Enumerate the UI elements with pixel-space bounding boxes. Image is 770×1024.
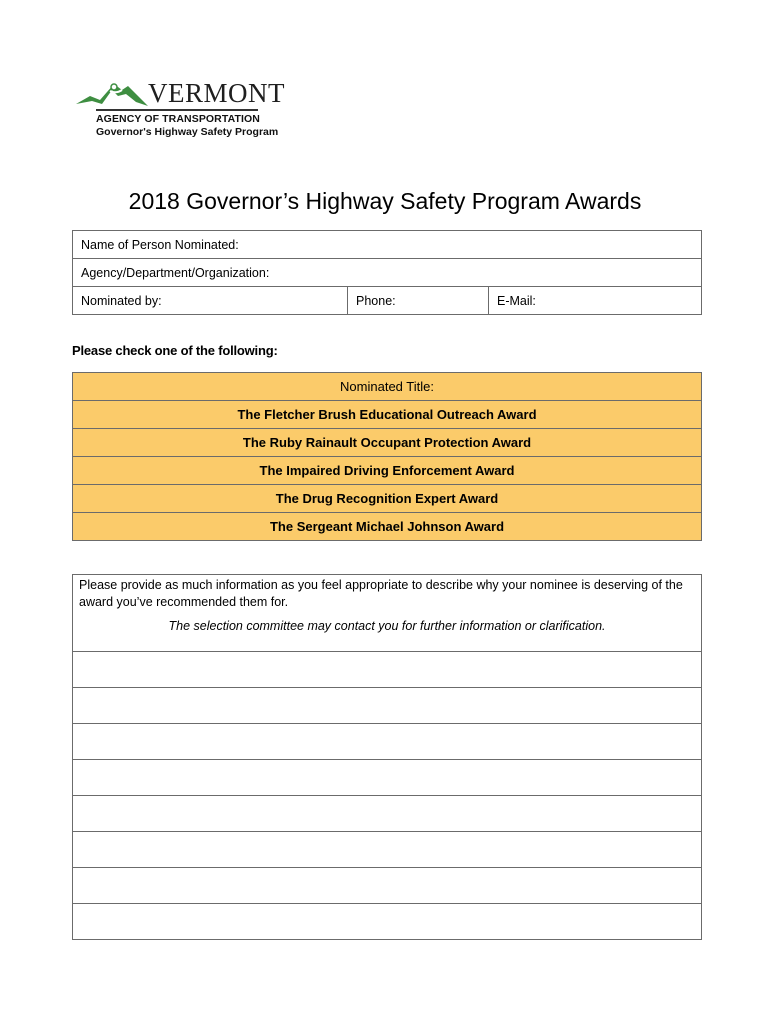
agency-row bbox=[73, 259, 702, 287]
agency-logo bbox=[76, 76, 285, 142]
email-field[interactable] bbox=[489, 287, 702, 315]
answer-line[interactable] bbox=[73, 724, 702, 760]
answer-line[interactable] bbox=[73, 832, 702, 868]
nominee-label: Name of Person Nominated: bbox=[81, 237, 239, 252]
nominated-by-label: Nominated by: bbox=[81, 293, 162, 308]
award-option[interactable]: The Ruby Rainault Occupant Protection Award bbox=[73, 429, 702, 457]
email-label: E-Mail: bbox=[497, 293, 536, 308]
details-instructions-cell bbox=[73, 575, 702, 652]
award-option[interactable]: The Fletcher Brush Educational Outreach Award bbox=[73, 401, 702, 429]
nomination-details-table bbox=[72, 574, 702, 940]
agency-field[interactable] bbox=[73, 259, 702, 287]
page-title: 2018 Governor’s Highway Safety Program Awards bbox=[128, 188, 642, 214]
mountain-icon bbox=[76, 76, 148, 110]
answer-line[interactable] bbox=[73, 652, 702, 688]
nominee-info-table bbox=[72, 230, 702, 315]
awards-header: Nominated Title: bbox=[73, 373, 702, 401]
phone-field[interactable] bbox=[348, 287, 489, 315]
award-selection-prompt: Please check one of the following: bbox=[72, 343, 278, 358]
logo-program-line: Governor's Highway Safety Program bbox=[96, 126, 279, 138]
logo-agency-line: AGENCY OF TRANSPORTATION bbox=[96, 113, 260, 125]
awards-table bbox=[72, 372, 702, 541]
award-option[interactable]: The Drug Recognition Expert Award bbox=[73, 485, 702, 513]
agency-label: Agency/Department/Organization: bbox=[81, 265, 270, 280]
details-instructions: Please provide as much information as you feel appropriate to describe why your nominee is deserving of the award you’ve recommended them for. bbox=[79, 578, 683, 609]
answer-line[interactable] bbox=[73, 688, 702, 724]
phone-label: Phone: bbox=[356, 293, 396, 308]
nominee-field[interactable] bbox=[73, 231, 702, 259]
nominated-by-field[interactable] bbox=[73, 287, 348, 315]
logo-wordmark: VERMONT bbox=[148, 78, 285, 108]
contact-row bbox=[73, 287, 702, 315]
answer-line[interactable] bbox=[73, 868, 702, 904]
details-note: The selection committee may contact you for further information or clarification. bbox=[168, 619, 606, 633]
award-option[interactable]: The Impaired Driving Enforcement Award bbox=[73, 457, 702, 485]
award-option[interactable]: The Sergeant Michael Johnson Award bbox=[73, 513, 702, 541]
logo-divider bbox=[96, 109, 258, 111]
nominee-row bbox=[73, 231, 702, 259]
answer-line[interactable] bbox=[73, 796, 702, 832]
answer-line[interactable] bbox=[73, 904, 702, 940]
answer-line[interactable] bbox=[73, 760, 702, 796]
